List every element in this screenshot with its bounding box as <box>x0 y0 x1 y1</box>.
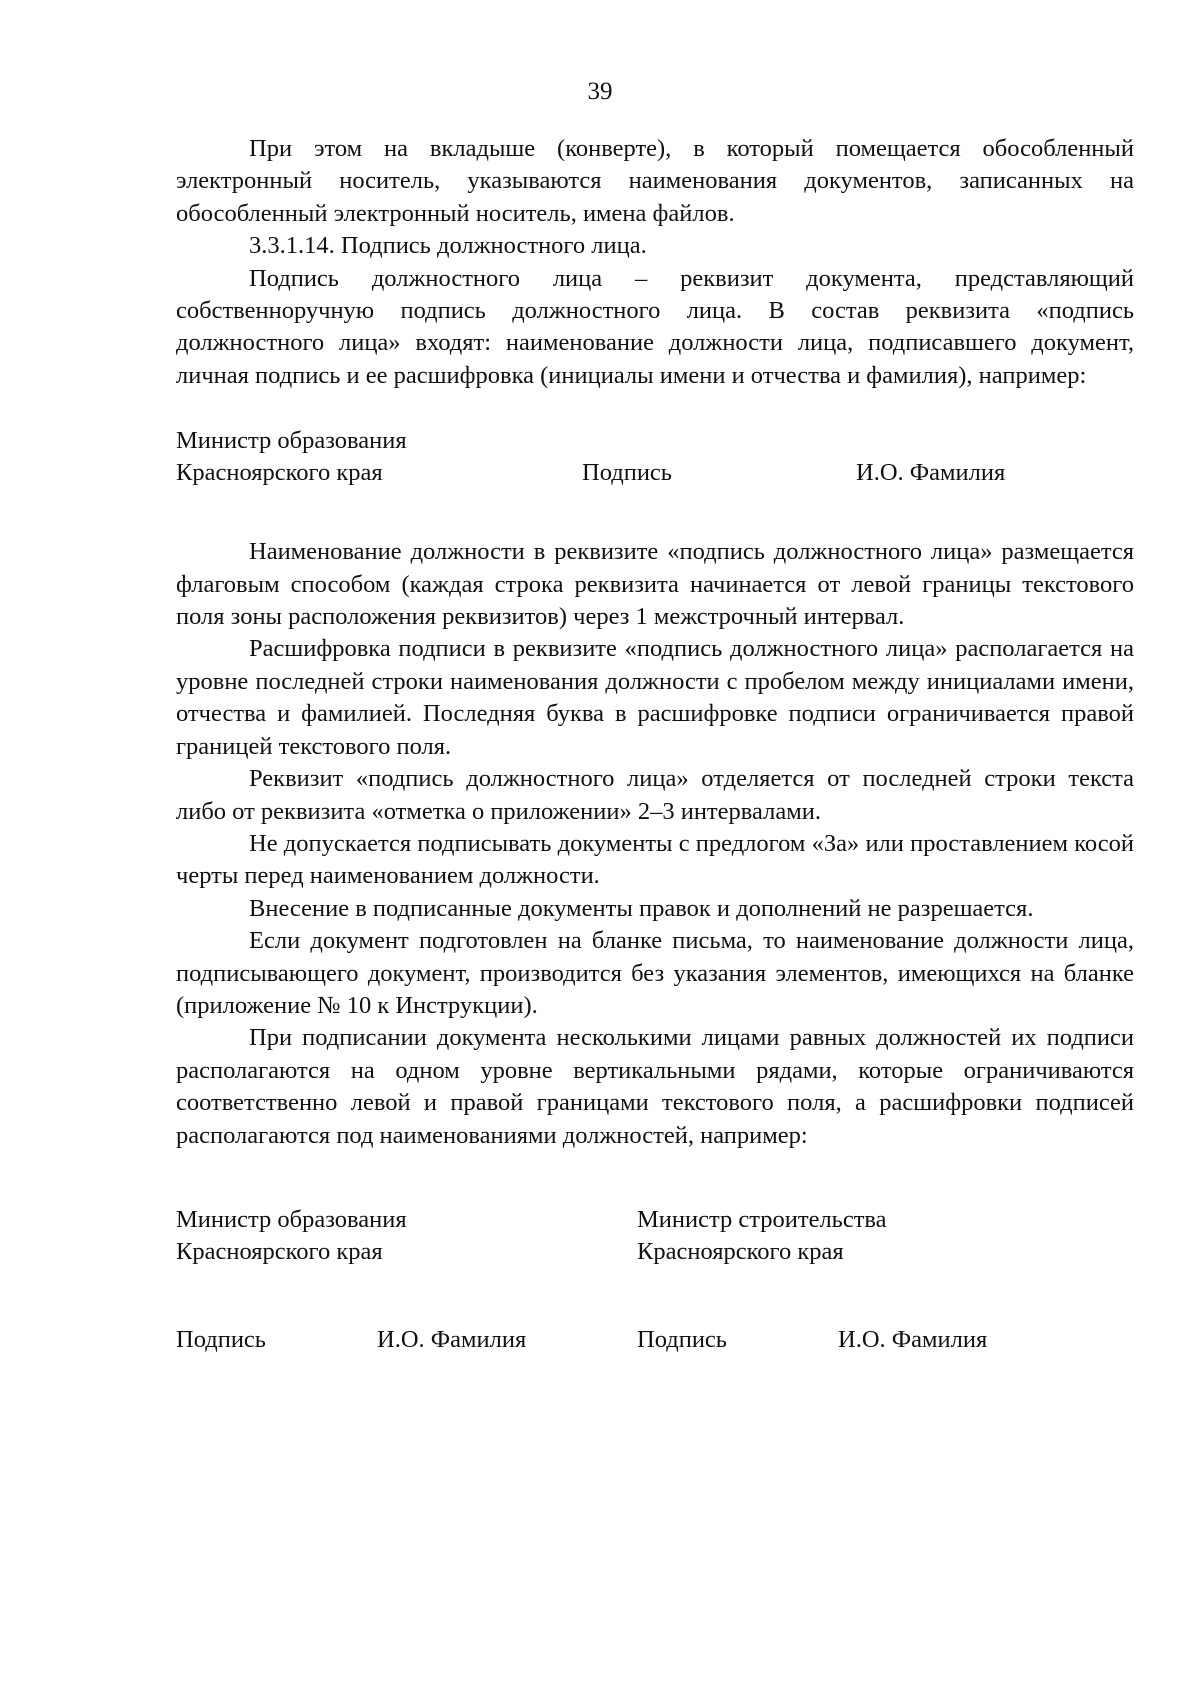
paragraph-signature-definition: Подпись должностного лица – реквизит документа, представляющий собственноручную подпись должностного лица. В состав реквизита «подпись должностного лица» входят: наименование должности лица, подписавшего документ, личная подпись и ее расшифровка (инициалы имени и отчества и фамилия), например: <box>176 264 1134 389</box>
spacer <box>176 392 1134 425</box>
example-signature: Подпись <box>582 459 672 487</box>
example-name: И.О. Фамилия <box>856 459 1006 487</box>
spacer <box>176 1152 1134 1204</box>
paragraph-decoding-placement: Расшифровка подписи в реквизите «подпись должностного лица» располагается на уровне последней строки наименования должности с пробелом между инициалами имени, отчества и фамилией. Последняя буква в расшифровке подписи ограничивается правой границей текстового поля. <box>176 635 1134 760</box>
right-name: И.О. Фамилия <box>838 1325 988 1353</box>
paragraph-envelope: При этом на вкладыше (конверте), в который помещается обособленный электронный носитель, указываются наименования документов, записанных на обособленный электронный носитель, имена файлов. <box>176 135 1134 227</box>
left-position-line2: Красноярского края <box>176 1237 383 1265</box>
paragraph-position-placement: Наименование должности в реквизите «подпись должностного лица» размещается флаговым способом (каждая строка реквизита начинается от левой границы текстового поля зоны расположения реквизитов) через 1 межстрочный интервал. <box>176 538 1134 631</box>
paragraph-letter-blank: Если документ подготовлен на бланке письма, то наименование должности лица, подписывающего документ, производится без указания элементов, имеющихся на бланке (приложение № 10 к Инструкции). <box>176 927 1134 1019</box>
section-heading: 3.3.1.14. Подпись должностного лица. <box>249 232 647 260</box>
right-position-line2: Красноярского края <box>637 1237 844 1265</box>
signature-example-single <box>176 425 1134 489</box>
document-body <box>176 133 1134 1358</box>
left-position-line1: Министр образования <box>176 1205 407 1233</box>
example-position-line1: Министр образования <box>176 427 407 455</box>
signature-example-double-signs <box>176 1324 1134 1358</box>
paragraph-no-za: Не допускается подписывать документы с предлогом «За» или проставлением косой черты перед наименованием должности. <box>176 829 1134 890</box>
paragraph-no-edits: Внесение в подписанные документы правок и дополнений не разрешается. <box>249 894 1034 922</box>
example-position-line2: Красноярского края <box>176 459 383 487</box>
spacer <box>176 1268 1134 1324</box>
left-signature: Подпись <box>176 1325 266 1353</box>
signature-example-double-positions <box>176 1204 1134 1268</box>
page-number: 39 <box>587 78 613 105</box>
left-name: И.О. Фамилия <box>377 1325 527 1353</box>
right-position-line1: Министр строительства <box>637 1205 887 1233</box>
right-signature: Подпись <box>637 1325 727 1353</box>
spacer <box>176 489 1134 536</box>
paragraph-multiple-signers: При подписании документа несколькими лицами равных должностей их подписи располагаются на одном уровне вертикальными рядами, которые ограничиваются соответственно левой и правой границами текстового поля, а расшифровки подписей располагаются под наименованиями должностей, например: <box>176 1024 1134 1149</box>
paragraph-separation: Реквизит «подпись должностного лица» отделяется от последней строки текста либо от реквизита «отметка о приложении» 2–3 интервалами. <box>176 765 1134 825</box>
